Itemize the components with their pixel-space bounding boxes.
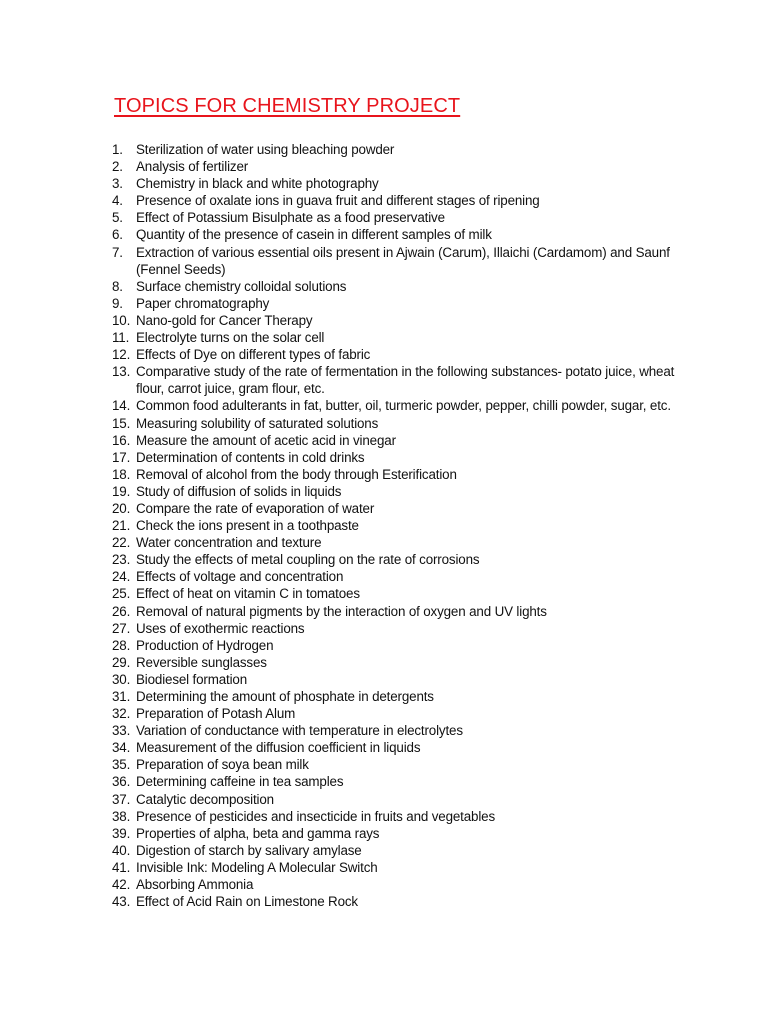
topic-number: 13.	[112, 364, 131, 380]
list-item	[112, 808, 692, 825]
topic-text: Preparation of Potash Alum	[136, 706, 296, 722]
topic-text: Extraction of various essential oils present in Ajwain (Carum), Illaichi (Cardamom) and Saunf (Fennel Seeds)	[136, 244, 670, 277]
topic-text: Catalytic decomposition	[136, 791, 274, 807]
topic-text: Presence of pesticides and insecticide in fruits and vegetables	[136, 808, 496, 824]
list-item	[112, 620, 692, 637]
topic-text: Compare the rate of evaporation of water	[136, 500, 375, 516]
topic-number: 25.	[112, 586, 131, 602]
list-item	[112, 363, 692, 397]
topic-text: Variation of conductance with temperature in electrolytes	[136, 723, 463, 739]
topic-text: Comparative study of the rate of fermentation in the following substances- potato juice, wheat flour, carrot juice, gram flour, etc.	[136, 364, 675, 397]
title-container	[114, 95, 460, 118]
topic-text: Paper chromatography	[136, 295, 270, 311]
topic-list	[112, 141, 692, 910]
list-item	[112, 449, 692, 466]
topic-text: Measuring solubility of saturated solutions	[136, 415, 379, 431]
topic-text: Invisible Ink: Modeling A Molecular Switch	[136, 859, 378, 875]
topic-number: 17.	[112, 449, 131, 465]
list-item	[112, 551, 692, 568]
list-item	[112, 483, 692, 500]
list-item	[112, 466, 692, 483]
topic-number: 24.	[112, 569, 131, 585]
list-item	[112, 842, 692, 859]
document-title: TOPICS FOR CHEMISTRY PROJECT	[114, 95, 461, 117]
topic-number: 31.	[112, 689, 131, 704]
list-item	[112, 773, 692, 790]
list-item	[112, 158, 692, 175]
topic-text: Study of diffusion of solids in liquids	[136, 483, 342, 499]
topic-number: 42.	[112, 877, 131, 893]
list-item	[112, 825, 692, 842]
topic-text: Reversible sunglasses	[136, 654, 267, 670]
list-item	[112, 603, 692, 620]
topic-number: 39.	[112, 825, 131, 841]
topic-text: Determination of contents in cold drinks	[136, 449, 365, 465]
topic-text: Effect of Potassium Bisulphate as a food preservative	[136, 210, 445, 226]
topic-text: Common food adulterants in fat, butter, oil, turmeric powder, pepper, chilli powder, sugar, etc.	[136, 398, 671, 414]
topic-number: 2.	[112, 159, 123, 175]
topic-number: 6.	[112, 227, 123, 243]
list-item	[112, 671, 692, 688]
topic-number: 18.	[112, 466, 131, 482]
topic-text: Analysis of fertilizer	[136, 159, 249, 175]
topic-number: 12.	[112, 347, 131, 363]
topic-number: 5.	[112, 210, 123, 226]
topic-text: Properties of alpha, beta and gamma rays	[136, 825, 380, 841]
topic-text: Removal of alcohol from the body through Esterification	[136, 466, 457, 482]
topic-text: Effect of heat on vitamin C in tomatoes	[136, 586, 360, 602]
list-item	[112, 209, 692, 226]
list-item	[112, 739, 692, 756]
topic-text: Measurement of the diffusion coefficient in liquids	[136, 740, 421, 756]
list-item	[112, 397, 692, 414]
topic-number: 19.	[112, 483, 131, 499]
topic-number: 21.	[112, 518, 131, 534]
topic-text: Determining caffeine in tea samples	[136, 774, 344, 790]
list-item	[112, 688, 692, 705]
list-item	[112, 585, 692, 602]
topic-number: 20.	[112, 500, 131, 516]
topic-number: 8.	[112, 278, 123, 294]
topic-text: Effect of Acid Rain on Limestone Rock	[136, 894, 358, 910]
topic-text: Nano-gold for Cancer Therapy	[136, 312, 313, 328]
topic-number: 35.	[112, 757, 131, 773]
topic-number: 1.	[112, 142, 123, 157]
list-item	[112, 226, 692, 243]
list-item	[112, 175, 692, 192]
topic-text: Quantity of the presence of casein in different samples of milk	[136, 227, 492, 243]
topic-text: Preparation of soya bean milk	[136, 757, 309, 773]
topic-number: 38.	[112, 808, 131, 824]
list-item	[112, 791, 692, 808]
topic-number: 41.	[112, 859, 131, 875]
topic-text: Electrolyte turns on the solar cell	[136, 330, 325, 346]
topic-number: 33.	[112, 723, 131, 739]
topic-number: 4.	[112, 193, 123, 209]
topic-text: Digestion of starch by salivary amylase	[136, 842, 362, 858]
list-item	[112, 893, 692, 910]
list-item	[112, 244, 692, 278]
topic-number: 27.	[112, 620, 131, 636]
topic-number: 7.	[112, 244, 123, 260]
topic-text: Removal of natural pigments by the interaction of oxygen and UV lights	[136, 603, 547, 619]
topic-text: Check the ions present in a toothpaste	[136, 518, 359, 534]
topic-number: 15.	[112, 415, 131, 431]
list-item	[112, 568, 692, 585]
topic-text: Water concentration and texture	[136, 535, 322, 551]
topic-number: 29.	[112, 654, 131, 670]
topic-text: Study the effects of metal coupling on the rate of corrosions	[136, 552, 480, 568]
list-item	[112, 329, 692, 346]
topic-number: 37.	[112, 791, 131, 807]
topic-text: Presence of oxalate ions in guava fruit and different stages of ripening	[136, 193, 540, 209]
topic-number: 3.	[112, 176, 123, 192]
topic-text: Chemistry in black and white photography	[136, 176, 379, 192]
topic-number: 36.	[112, 774, 131, 790]
topic-text: Surface chemistry colloidal solutions	[136, 278, 347, 294]
topic-number: 14.	[112, 398, 131, 414]
list-item	[112, 876, 692, 893]
topic-number: 11.	[112, 330, 130, 346]
list-item	[112, 637, 692, 654]
list-item	[112, 705, 692, 722]
topic-number: 16.	[112, 432, 131, 448]
topic-number: 40.	[112, 842, 131, 858]
topic-text: Production of Hydrogen	[136, 637, 274, 653]
topic-text: Measure the amount of acetic acid in vinegar	[136, 432, 396, 448]
topic-number: 22.	[112, 535, 131, 551]
topic-text: Sterilization of water using bleaching powder	[136, 142, 395, 157]
list-item	[112, 500, 692, 517]
list-item	[112, 534, 692, 551]
topic-number: 32.	[112, 706, 131, 722]
list-item	[112, 295, 692, 312]
topic-number: 10.	[112, 312, 131, 328]
topic-number: 28.	[112, 637, 131, 653]
topic-number: 43.	[112, 894, 131, 910]
topic-number: 34.	[112, 740, 131, 756]
list-item	[112, 415, 692, 432]
list-item	[112, 859, 692, 876]
list-item	[112, 517, 692, 534]
list-item	[112, 756, 692, 773]
list-item	[112, 346, 692, 363]
topic-number: 23.	[112, 552, 131, 568]
topic-text: Uses of exothermic reactions	[136, 620, 305, 636]
topic-text: Effects of Dye on different types of fabric	[136, 347, 371, 363]
list-item	[112, 432, 692, 449]
list-item	[112, 654, 692, 671]
list-item	[112, 278, 692, 295]
topic-text: Effects of voltage and concentration	[136, 569, 344, 585]
list-item	[112, 141, 692, 158]
topic-text: Determining the amount of phosphate in detergents	[136, 689, 434, 704]
topic-number: 9.	[112, 295, 123, 311]
list-item	[112, 722, 692, 739]
list-item	[112, 312, 692, 329]
topic-text: Biodiesel formation	[136, 671, 248, 687]
topic-number: 30.	[112, 671, 131, 687]
topic-text: Absorbing Ammonia	[136, 877, 254, 893]
list-item	[112, 192, 692, 209]
topic-number: 26.	[112, 603, 131, 619]
